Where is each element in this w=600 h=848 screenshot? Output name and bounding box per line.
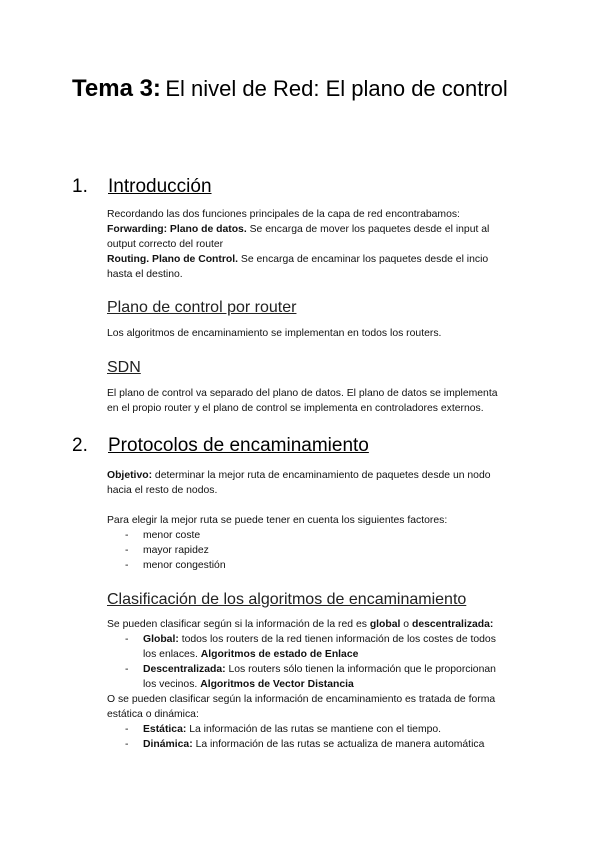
dynamic-text: La información de las rutas se actualiza de manera automática: [195, 739, 485, 750]
bullet-dash: -: [125, 560, 129, 571]
subsection-sdn-text: [107, 386, 527, 416]
list-item: [107, 662, 496, 677]
classification-second-line-1: O se pueden clasificar según la información de encaminamiento es tratada de forma: [107, 694, 496, 705]
decentral-text: Los routers sólo tienen la información que le proporcionan: [228, 664, 496, 675]
global-item-cont: [107, 647, 358, 662]
global-label: Global:: [143, 634, 179, 645]
bullet-dash: -: [125, 545, 129, 556]
classification-list-1: [107, 632, 496, 692]
global-item-line: [143, 632, 496, 647]
static-label: Estática:: [143, 724, 187, 735]
forwarding-text: Se encarga de mover los paquetes desde el input al: [249, 224, 490, 235]
objective-text-cont: hacia el resto de nodos.: [107, 485, 218, 496]
routing-text-cont: hasta el destino.: [107, 269, 183, 280]
title-prefix: Tema 3:: [72, 75, 161, 102]
bullet-dash: -: [125, 530, 129, 541]
subsection-sdn-heading: SDN: [107, 359, 141, 376]
global-text-cont: los enlaces.: [143, 649, 198, 660]
intro-line: Recordando las dos funciones principales de la capa de red encontrabamos:: [107, 209, 460, 220]
subsection-router-text: [107, 326, 527, 341]
global-text: todos los routers de la red tienen información de los costes de todos: [181, 634, 496, 645]
bullet-dash: -: [125, 664, 129, 675]
subsection-classification-heading: Clasificación de los algoritmos de encaminamiento: [107, 591, 467, 608]
sdn-text-line-1: El plano de control va separado del plano de datos. El plano de datos se implementa: [107, 388, 498, 399]
factor-text: menor congestión: [143, 560, 226, 571]
decentral-keyword: descentralizada:: [411, 619, 494, 630]
routing-label: Routing. Plano de Control.: [107, 254, 239, 265]
forwarding-text-cont: output correcto del router: [107, 239, 224, 250]
factor-text: menor coste: [143, 530, 201, 541]
global-keyword: global: [369, 619, 401, 630]
title-text: El nivel de Red: El plano de control: [165, 76, 508, 101]
routing-line: [107, 252, 527, 267]
classification-intro: [107, 617, 527, 632]
section-1-title: Introducción: [108, 176, 212, 197]
factors-intro: [107, 513, 527, 528]
router-text-line: Los algoritmos de encaminamiento se implementan en todos los routers.: [107, 328, 442, 339]
or-word: o: [403, 619, 410, 630]
decentral-item-cont: [107, 677, 358, 692]
objective-paragraph: [107, 468, 527, 498]
static-item-line: [143, 722, 441, 737]
decentral-algorithm: Algoritmos de Vector Distancia: [200, 679, 354, 690]
dynamic-item-line: [143, 737, 484, 752]
dynamic-label: Dinámica:: [143, 739, 193, 750]
objective-line: [107, 468, 527, 483]
sdn-text-line-2: en el propio router y el plano de control se implementa en controladores externos.: [107, 403, 484, 414]
classification-second: [107, 692, 527, 722]
objective-text: determinar la mejor ruta de encaminamiento de paquetes desde un nodo: [154, 470, 491, 481]
factor-text: mayor rapidez: [143, 545, 209, 556]
classification-intro-line: [107, 617, 527, 632]
routing-text: Se encarga de encaminar los paquetes desde el incio: [240, 254, 489, 265]
section-2-number: 2.: [72, 435, 88, 456]
classification-intro-text: Se pueden clasificar según si la información de la red es: [107, 619, 367, 630]
bullet-dash: -: [125, 739, 129, 750]
forwarding-line: [107, 222, 527, 237]
forwarding-label: Forwarding: Plano de datos.: [107, 224, 247, 235]
decentral-item-line: [143, 662, 496, 677]
subsection-router-heading: Plano de control por router: [107, 299, 297, 316]
decentral-text-cont: los vecinos.: [143, 679, 198, 690]
section-2-title: Protocolos de encaminamiento: [108, 435, 369, 456]
objective-label: Objetivo:: [107, 470, 153, 481]
bullet-dash: -: [125, 724, 129, 735]
classification-second-line-2: estática o dinámica:: [107, 709, 199, 720]
static-text: La información de las rutas se mantiene con el tiempo.: [189, 724, 442, 735]
bullet-dash: -: [125, 634, 129, 645]
decentral-label: Descentralizada:: [143, 664, 226, 675]
section-1-number: 1.: [72, 176, 88, 197]
global-algorithm: Algoritmos de estado de Enlace: [200, 649, 359, 660]
intro-paragraph: [107, 207, 527, 282]
list-item: [107, 632, 496, 647]
page-title: [72, 72, 542, 109]
factors-intro-line: Para elegir la mejor ruta se puede tener en cuenta los siguientes factores:: [107, 515, 448, 526]
